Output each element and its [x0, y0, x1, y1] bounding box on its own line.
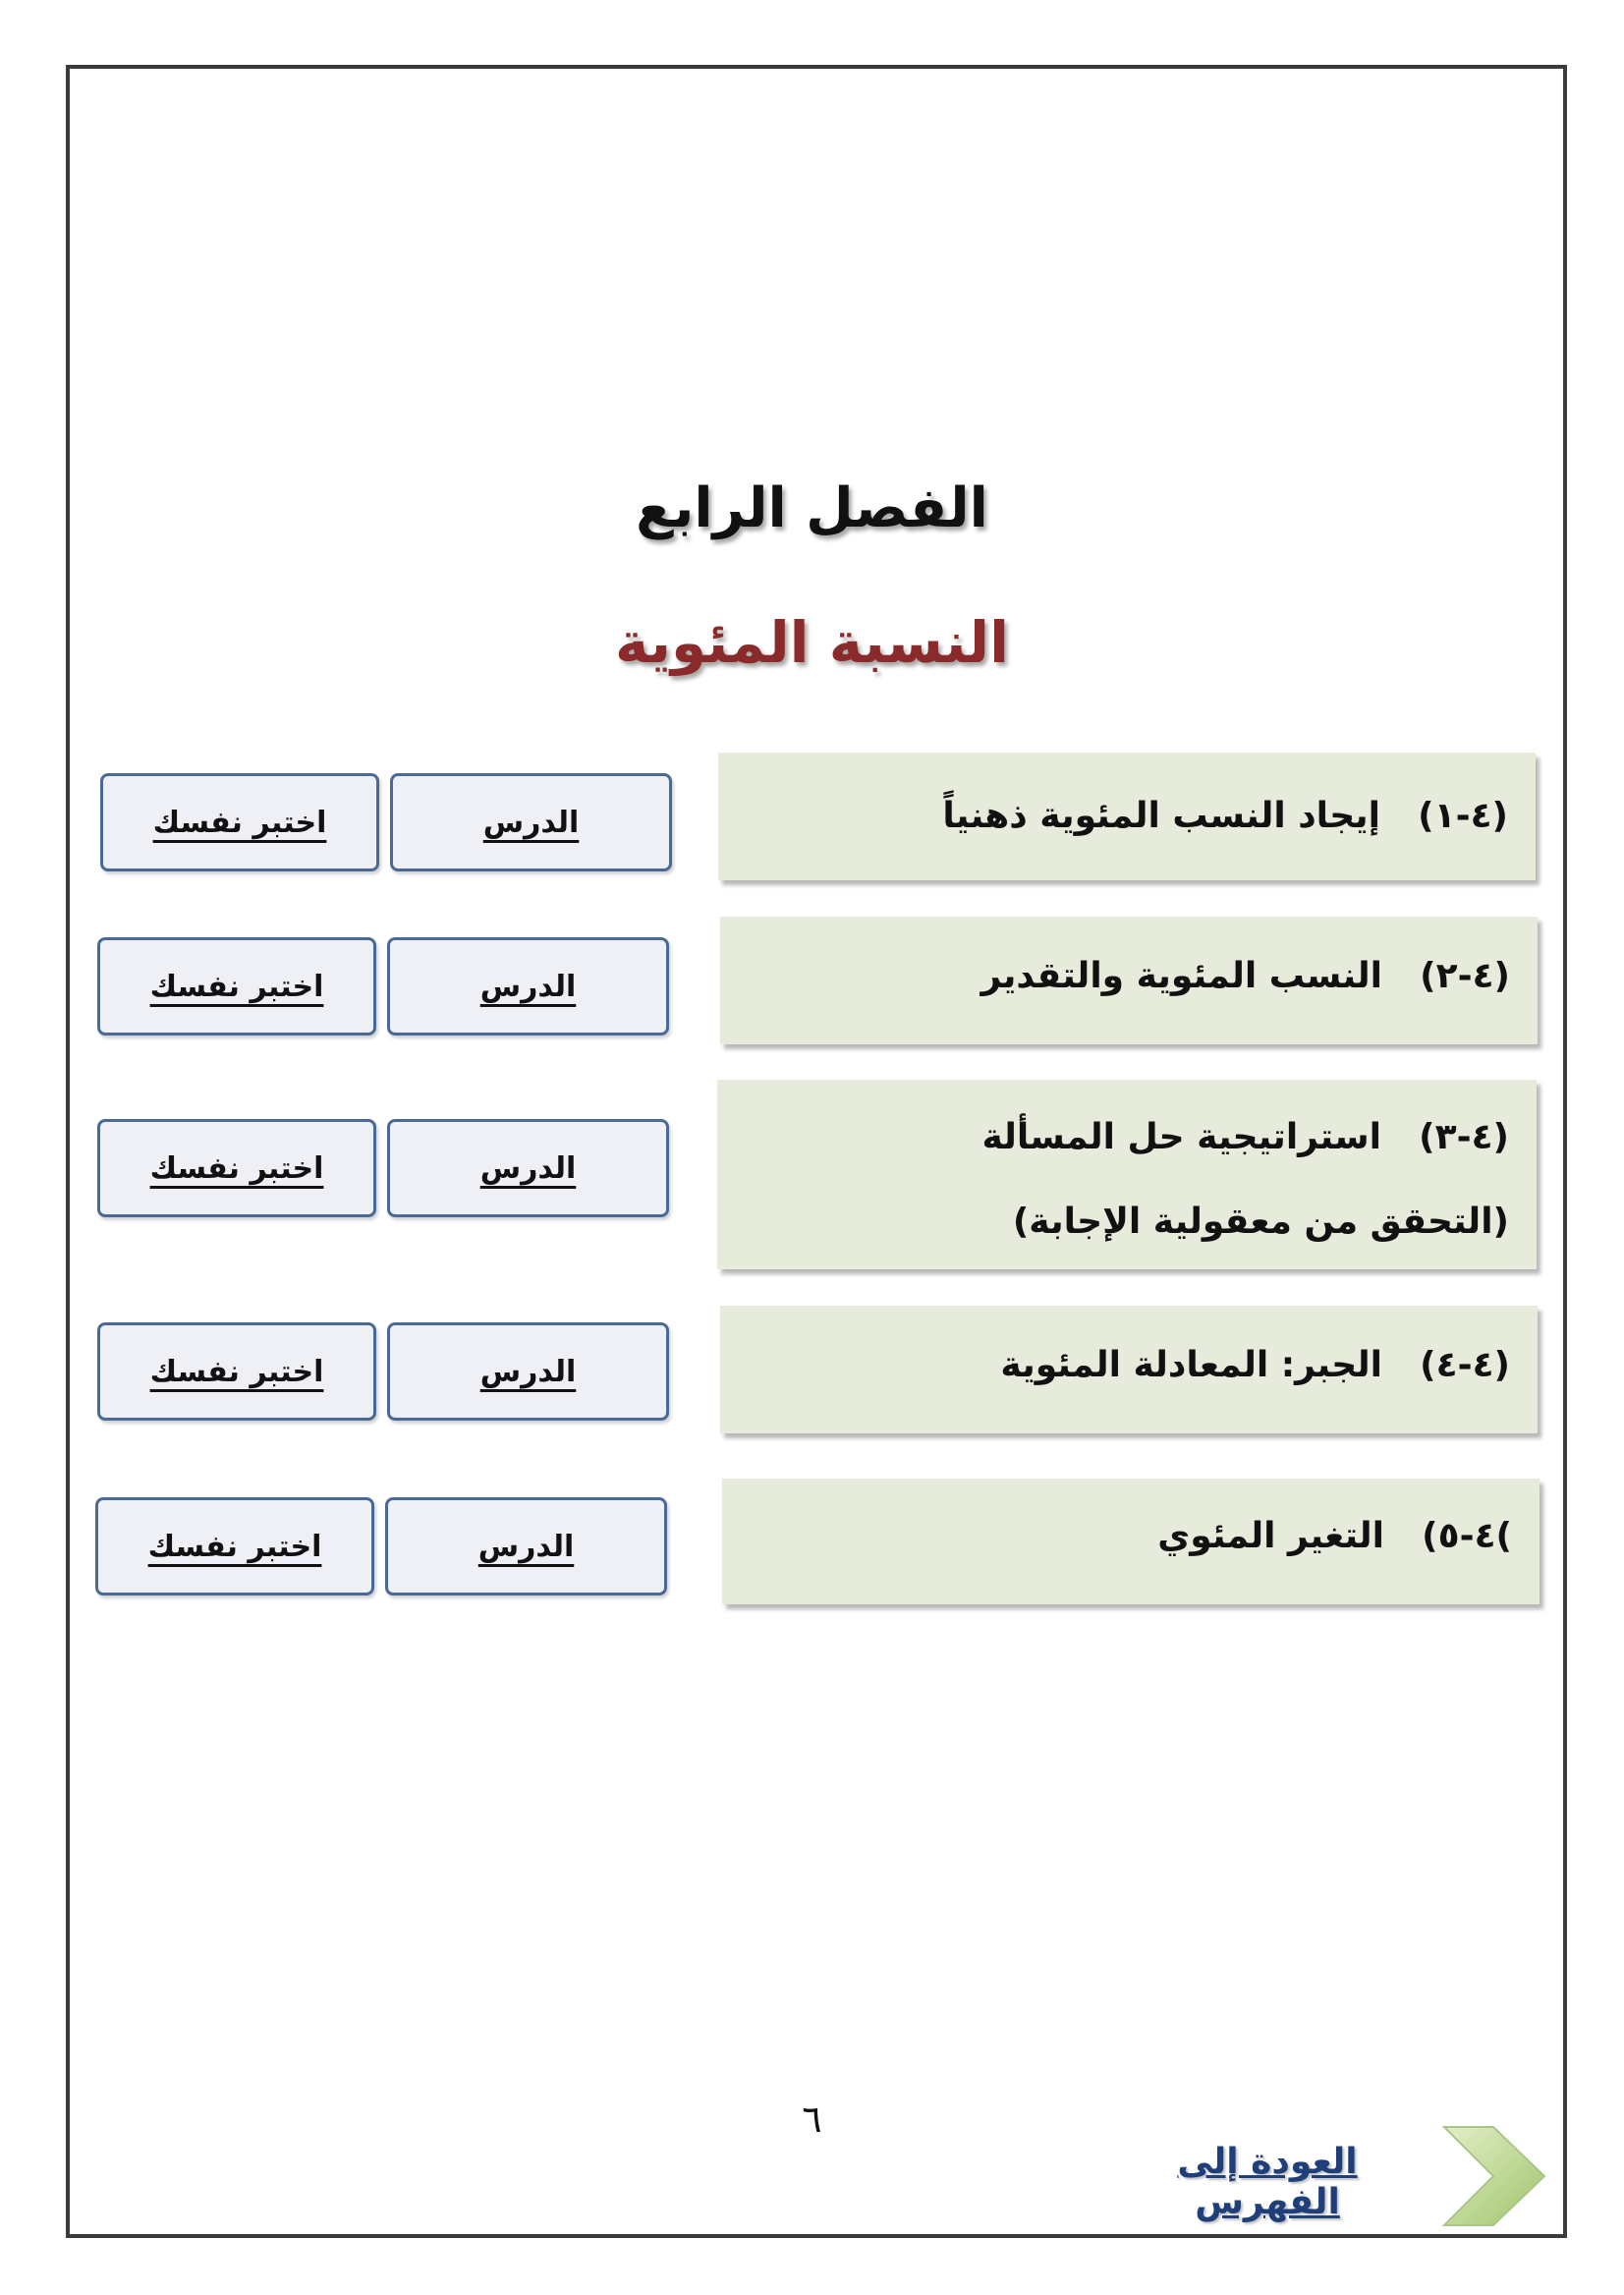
lesson-title: الجبر: المعادلة المئوية — [1000, 1345, 1382, 1385]
lesson-button-label: الدرس — [479, 1354, 577, 1389]
lesson-number: (٤-٤) — [1420, 1345, 1510, 1385]
quiz-button-label: اختبر نفسك — [152, 805, 327, 840]
lesson-1-button[interactable] — [390, 773, 672, 871]
lesson-1-quiz-button[interactable] — [100, 773, 379, 871]
lesson-4-button[interactable] — [387, 1322, 669, 1421]
back-to-index-link[interactable]: العودة إلى الفهرس — [1177, 2142, 1358, 2222]
chevron-right-icon[interactable] — [1434, 2122, 1552, 2230]
chapter-title: الفصل الرابع — [636, 476, 988, 540]
quiz-button-label: اختبر نفسك — [149, 1354, 324, 1389]
lesson-item-3 — [717, 1080, 1537, 1269]
lesson-title: التغير المئوي — [1157, 1516, 1384, 1556]
lesson-number: (٤-٣) — [1419, 1116, 1509, 1157]
lesson-3-quiz-button[interactable] — [97, 1119, 376, 1217]
lesson-item-4 — [720, 1306, 1538, 1433]
lesson-number: (٤-١) — [1418, 796, 1508, 836]
lesson-item-2 — [720, 917, 1538, 1044]
lesson-5-button[interactable] — [385, 1497, 667, 1595]
quiz-button-label: اختبر نفسك — [147, 1529, 322, 1564]
lesson-2-button[interactable] — [387, 937, 669, 1036]
lesson-3-button[interactable] — [387, 1119, 669, 1217]
lesson-5-quiz-button[interactable] — [95, 1497, 374, 1595]
lesson-button-label: الدرس — [479, 1150, 577, 1186]
lesson-item-1 — [718, 753, 1536, 880]
lesson-number: )٤-٥) — [1422, 1516, 1512, 1556]
lesson-button-label: الدرس — [479, 969, 577, 1004]
page-number: ٦ — [802, 2098, 822, 2141]
chapter-subtitle: النسبة المئوية — [615, 609, 1009, 676]
lesson-4-quiz-button[interactable] — [97, 1322, 376, 1421]
lesson-button-label: الدرس — [482, 805, 580, 840]
quiz-button-label: اختبر نفسك — [149, 1150, 324, 1186]
lesson-title: النسب المئوية والتقدير — [980, 956, 1382, 996]
lesson-number: (٤-٢) — [1420, 956, 1510, 996]
lesson-title: استراتيجية حل المسألة — [981, 1116, 1381, 1157]
quiz-button-label: اختبر نفسك — [149, 969, 324, 1004]
lesson-2-quiz-button[interactable] — [97, 937, 376, 1036]
lesson-title: إيجاد النسب المئوية ذهنياً — [942, 796, 1380, 836]
lesson-item-5 — [722, 1479, 1540, 1604]
lesson-button-label: الدرس — [477, 1529, 575, 1564]
lesson-title-line2: (التحقق من معقولية الإجابة) — [1012, 1201, 1509, 1242]
